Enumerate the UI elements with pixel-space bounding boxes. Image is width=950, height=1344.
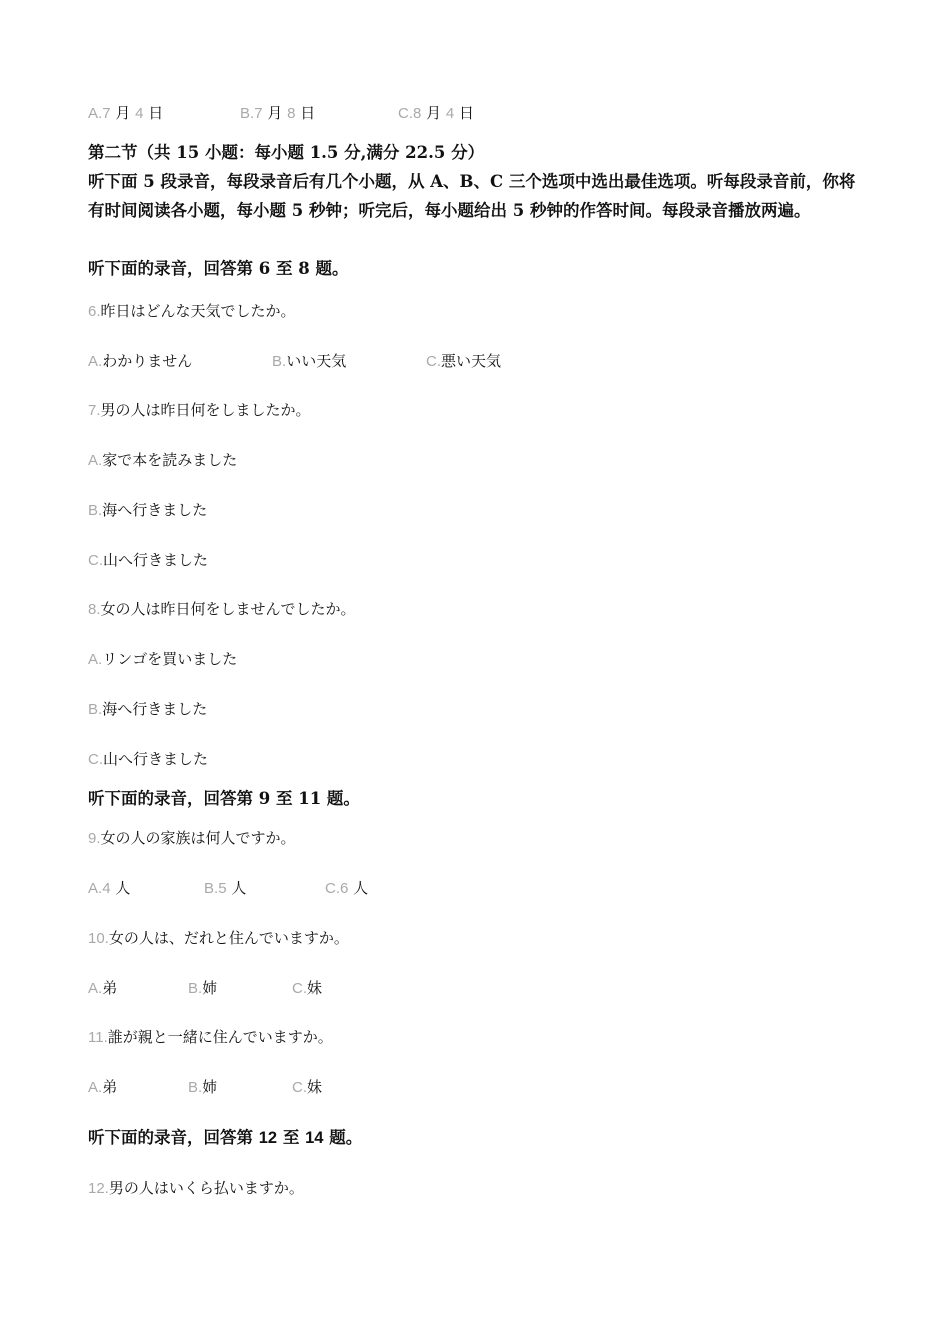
question-6: 6.昨日はどんな天気でしたか。	[88, 302, 296, 320]
question-11: 11.誰が親と一緒に住んでいますか。	[88, 1028, 333, 1046]
group-heading-12-14: 听下面的录音，回答第 12 至 14 题。	[88, 1128, 363, 1147]
q6-option-a: A.わかりません	[88, 352, 193, 370]
q8-option-c: C.山へ行きました	[88, 750, 209, 768]
q11-options	[88, 1077, 322, 1098]
q7-option-a: A.家で本を読みました	[88, 451, 238, 469]
q9-options	[88, 878, 368, 899]
q5-option-b: B.7 月 8 日	[240, 104, 316, 122]
q10-option-a: A.弟	[88, 979, 118, 997]
q10-option-b: B.姉	[188, 979, 218, 997]
q5-option-a: A.7 月 4 日	[88, 104, 164, 122]
q6-options	[88, 351, 501, 372]
question-10: 10.女の人は、だれと住んでいますか。	[88, 929, 349, 947]
q5-options	[88, 103, 474, 124]
question-7: 7.男の人は昨日何をしましたか。	[88, 401, 311, 419]
q9-option-a: A.4 人	[88, 879, 131, 897]
group-heading-9-11: 听下面的录音，回答第 9 至 11 题。	[88, 789, 360, 808]
q10-options	[88, 978, 322, 999]
q11-option-b: B.姉	[188, 1078, 218, 1096]
q5-option-c: C.8 月 4 日	[398, 104, 475, 122]
q9-option-c: C.6 人	[325, 879, 369, 897]
q7-option-b: B.海へ行きました	[88, 501, 208, 519]
q7-option-c: C.山へ行きました	[88, 551, 209, 569]
q8-option-b: B.海へ行きました	[88, 700, 208, 718]
question-12: 12.男の人はいくら払いますか。	[88, 1179, 304, 1197]
question-8: 8.女の人は昨日何をしませんでしたか。	[88, 600, 356, 618]
q11-option-a: A.弟	[88, 1078, 118, 1096]
q6-option-b: B.いい天気	[272, 352, 347, 370]
q10-option-c: C.妹	[292, 979, 323, 997]
section-title: 第二节（共 15 小题：每小题 1.5 分,满分 22.5 分）	[88, 143, 485, 162]
q11-option-c: C.妹	[292, 1078, 323, 1096]
q8-option-a: A.リンゴを買いました	[88, 650, 238, 668]
q9-option-b: B.5 人	[204, 879, 247, 897]
section-instructions: 听下面 5 段录音，每段录音后有几个小题，从 A、B、C 三个选项中选出最佳选项。听每段录音前，你将有时间阅读各小题，每小题 5 秒钟；听完后，每小题给出 5 秒钟的作答时间。每段录音播放两遍。	[88, 172, 856, 220]
q6-option-c: C.悪い天気	[426, 352, 502, 370]
group-heading-6-8: 听下面的录音，回答第 6 至 8 题。	[88, 259, 349, 278]
question-9: 9.女の人の家族は何人ですか。	[88, 829, 296, 847]
